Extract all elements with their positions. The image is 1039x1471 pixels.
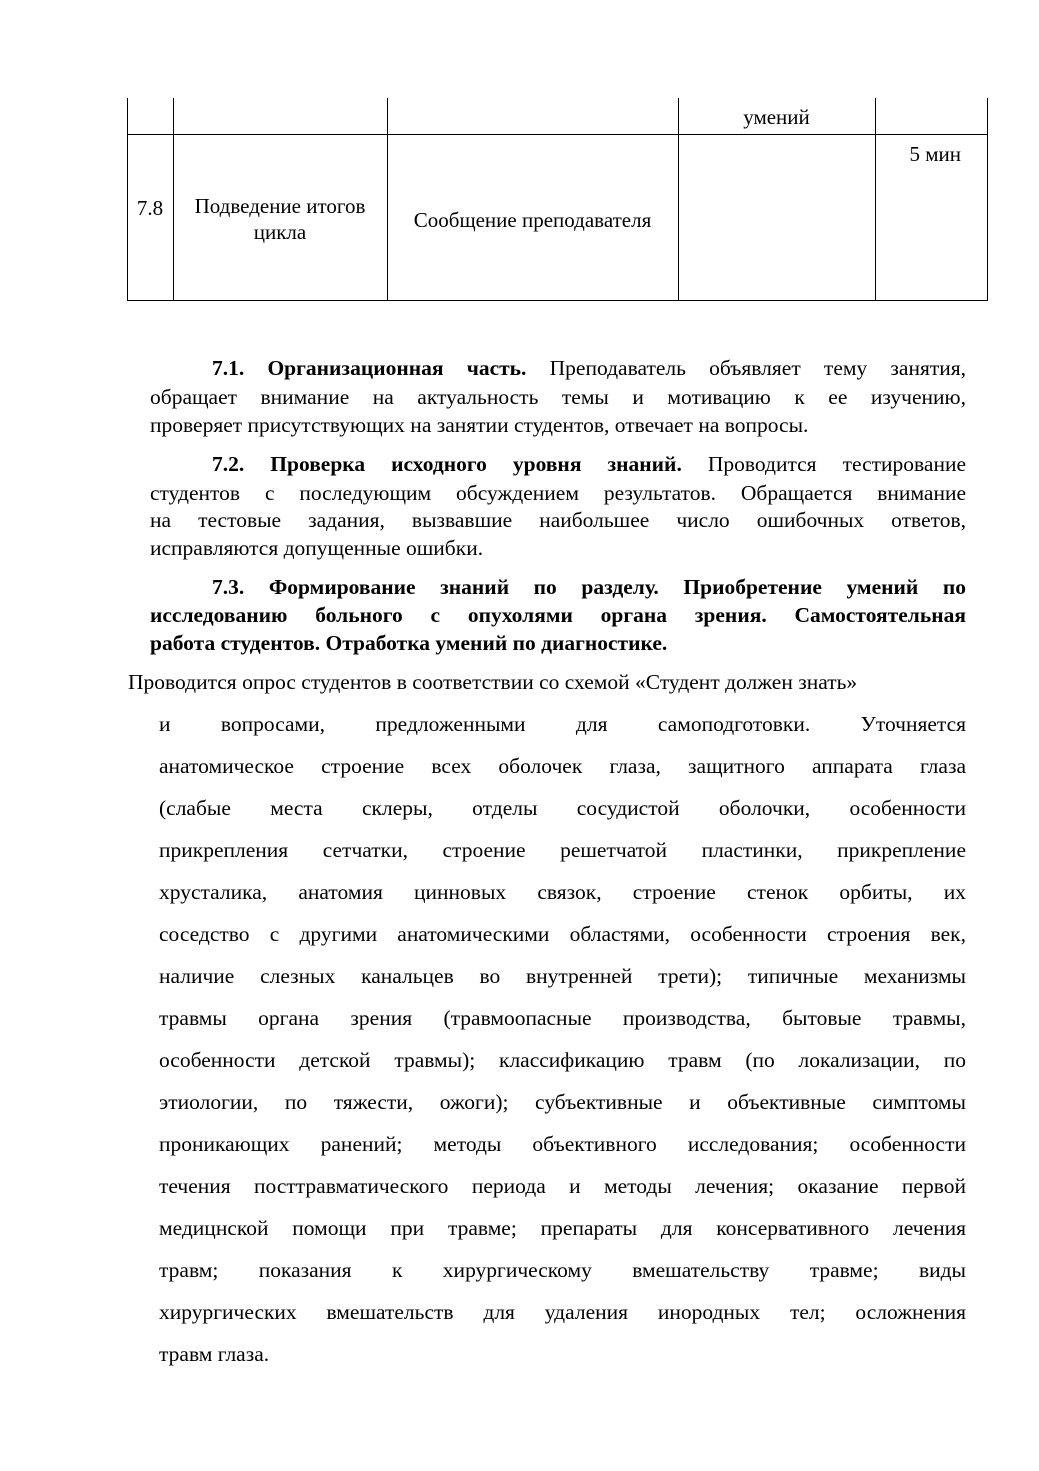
body-first-line	[128, 670, 968, 700]
section-heading-line: исследованию больного с опухолями органа зрения. Самостоятельная	[150, 603, 966, 627]
section-text: Проводится тестирование	[707, 452, 966, 476]
section-heading-line: работа студентов. Отработка умений по диагностике.	[150, 631, 668, 655]
body-paragraph	[159, 712, 966, 1392]
section-text: Преподаватель объявляет тему занятия,	[549, 356, 967, 380]
time-cell	[875, 141, 987, 167]
table-border-bottom	[127, 300, 988, 301]
text-line: исправляются допущенные ошибки.	[150, 536, 484, 560]
text-line: травм; показания к хирургическому вмешательству травме; виды	[159, 1258, 966, 1282]
text-line: анатомическое строение всех оболочек глаза, защитного аппарата глаза	[159, 754, 966, 778]
text-line: проникающих ранений; методы объективного исследования; особенности	[159, 1132, 966, 1156]
text-line: обращает внимание на актуальность темы и мотивацию к ее изучению,	[150, 385, 966, 409]
section-7-1	[150, 356, 966, 446]
text-line	[212, 356, 966, 381]
text-line: и вопросами, предложенными для самоподготовки. Уточняется	[159, 712, 966, 736]
text-line: медицнской помощи при травме; препараты для консервативного лечения	[159, 1216, 966, 1240]
table-cell: умений	[743, 105, 810, 129]
section-heading: 7.2. Проверка исходного уровня знаний.	[212, 452, 682, 476]
section-7-3	[150, 575, 966, 665]
text-line: хирургических вмешательств для удаления инородных тел; осложнения	[159, 1300, 966, 1324]
stage-name-line: Подведение итогов	[194, 194, 366, 218]
text-line: особенности детской травмы); классификацию травм (по локализации, по	[159, 1048, 966, 1072]
section-7-2	[150, 452, 966, 567]
text-line: прикрепления сетчатки, строение решетчатой пластинки, прикрепление	[159, 838, 966, 862]
text-line: течения посттравматического периода и методы лечения; оказание первой	[159, 1174, 966, 1198]
text-line: на тестовые задания, вызвавшие наибольшее число ошибочных ответов,	[150, 508, 966, 532]
time-value: 5 мин	[909, 142, 961, 166]
table-divider	[387, 98, 388, 301]
text-line: травм глаза.	[159, 1342, 270, 1366]
table-row-divider	[127, 134, 988, 135]
stage-name-cell	[173, 193, 387, 245]
table-border-right	[987, 98, 988, 301]
text-line: хрусталика, анатомия цинновых связок, строение стенок орбиты, их	[159, 880, 966, 904]
text-line	[212, 452, 966, 477]
schedule-table	[127, 98, 988, 301]
text-line: соседство с другими анатомическими областями, особенности строения век,	[159, 922, 966, 946]
section-heading: 7.1. Организационная часть.	[212, 356, 527, 380]
table-divider	[875, 98, 876, 301]
row-number: 7.8	[136, 196, 164, 220]
text-line: травмы органа зрения (травмоопасные производства, бытовые травмы,	[159, 1006, 966, 1030]
text-line: Проводится опрос студентов в соответствии со схемой «Студент должен знать»	[128, 670, 858, 694]
section-heading-line: 7.3. Формирование знаний по разделу. Приобретение умений по	[212, 575, 966, 599]
text-line: студентов с последующим обсуждением результатов. Обращается внимание	[150, 481, 966, 505]
stage-name-line: цикла	[253, 220, 307, 244]
text-line: проверяет присутствующих на занятии студентов, отвечает на вопросы.	[150, 413, 809, 437]
text-line: (слабые места склеры, отделы сосудистой оболочки, особенности	[159, 796, 966, 820]
method-cell: Сообщение преподавателя	[413, 208, 652, 232]
text-line: наличие слезных канальцев во внутренней трети); типичные механизмы	[159, 964, 966, 988]
text-line: этиологии, по тяжести, ожоги); субъективные и объективные симптомы	[159, 1090, 966, 1114]
